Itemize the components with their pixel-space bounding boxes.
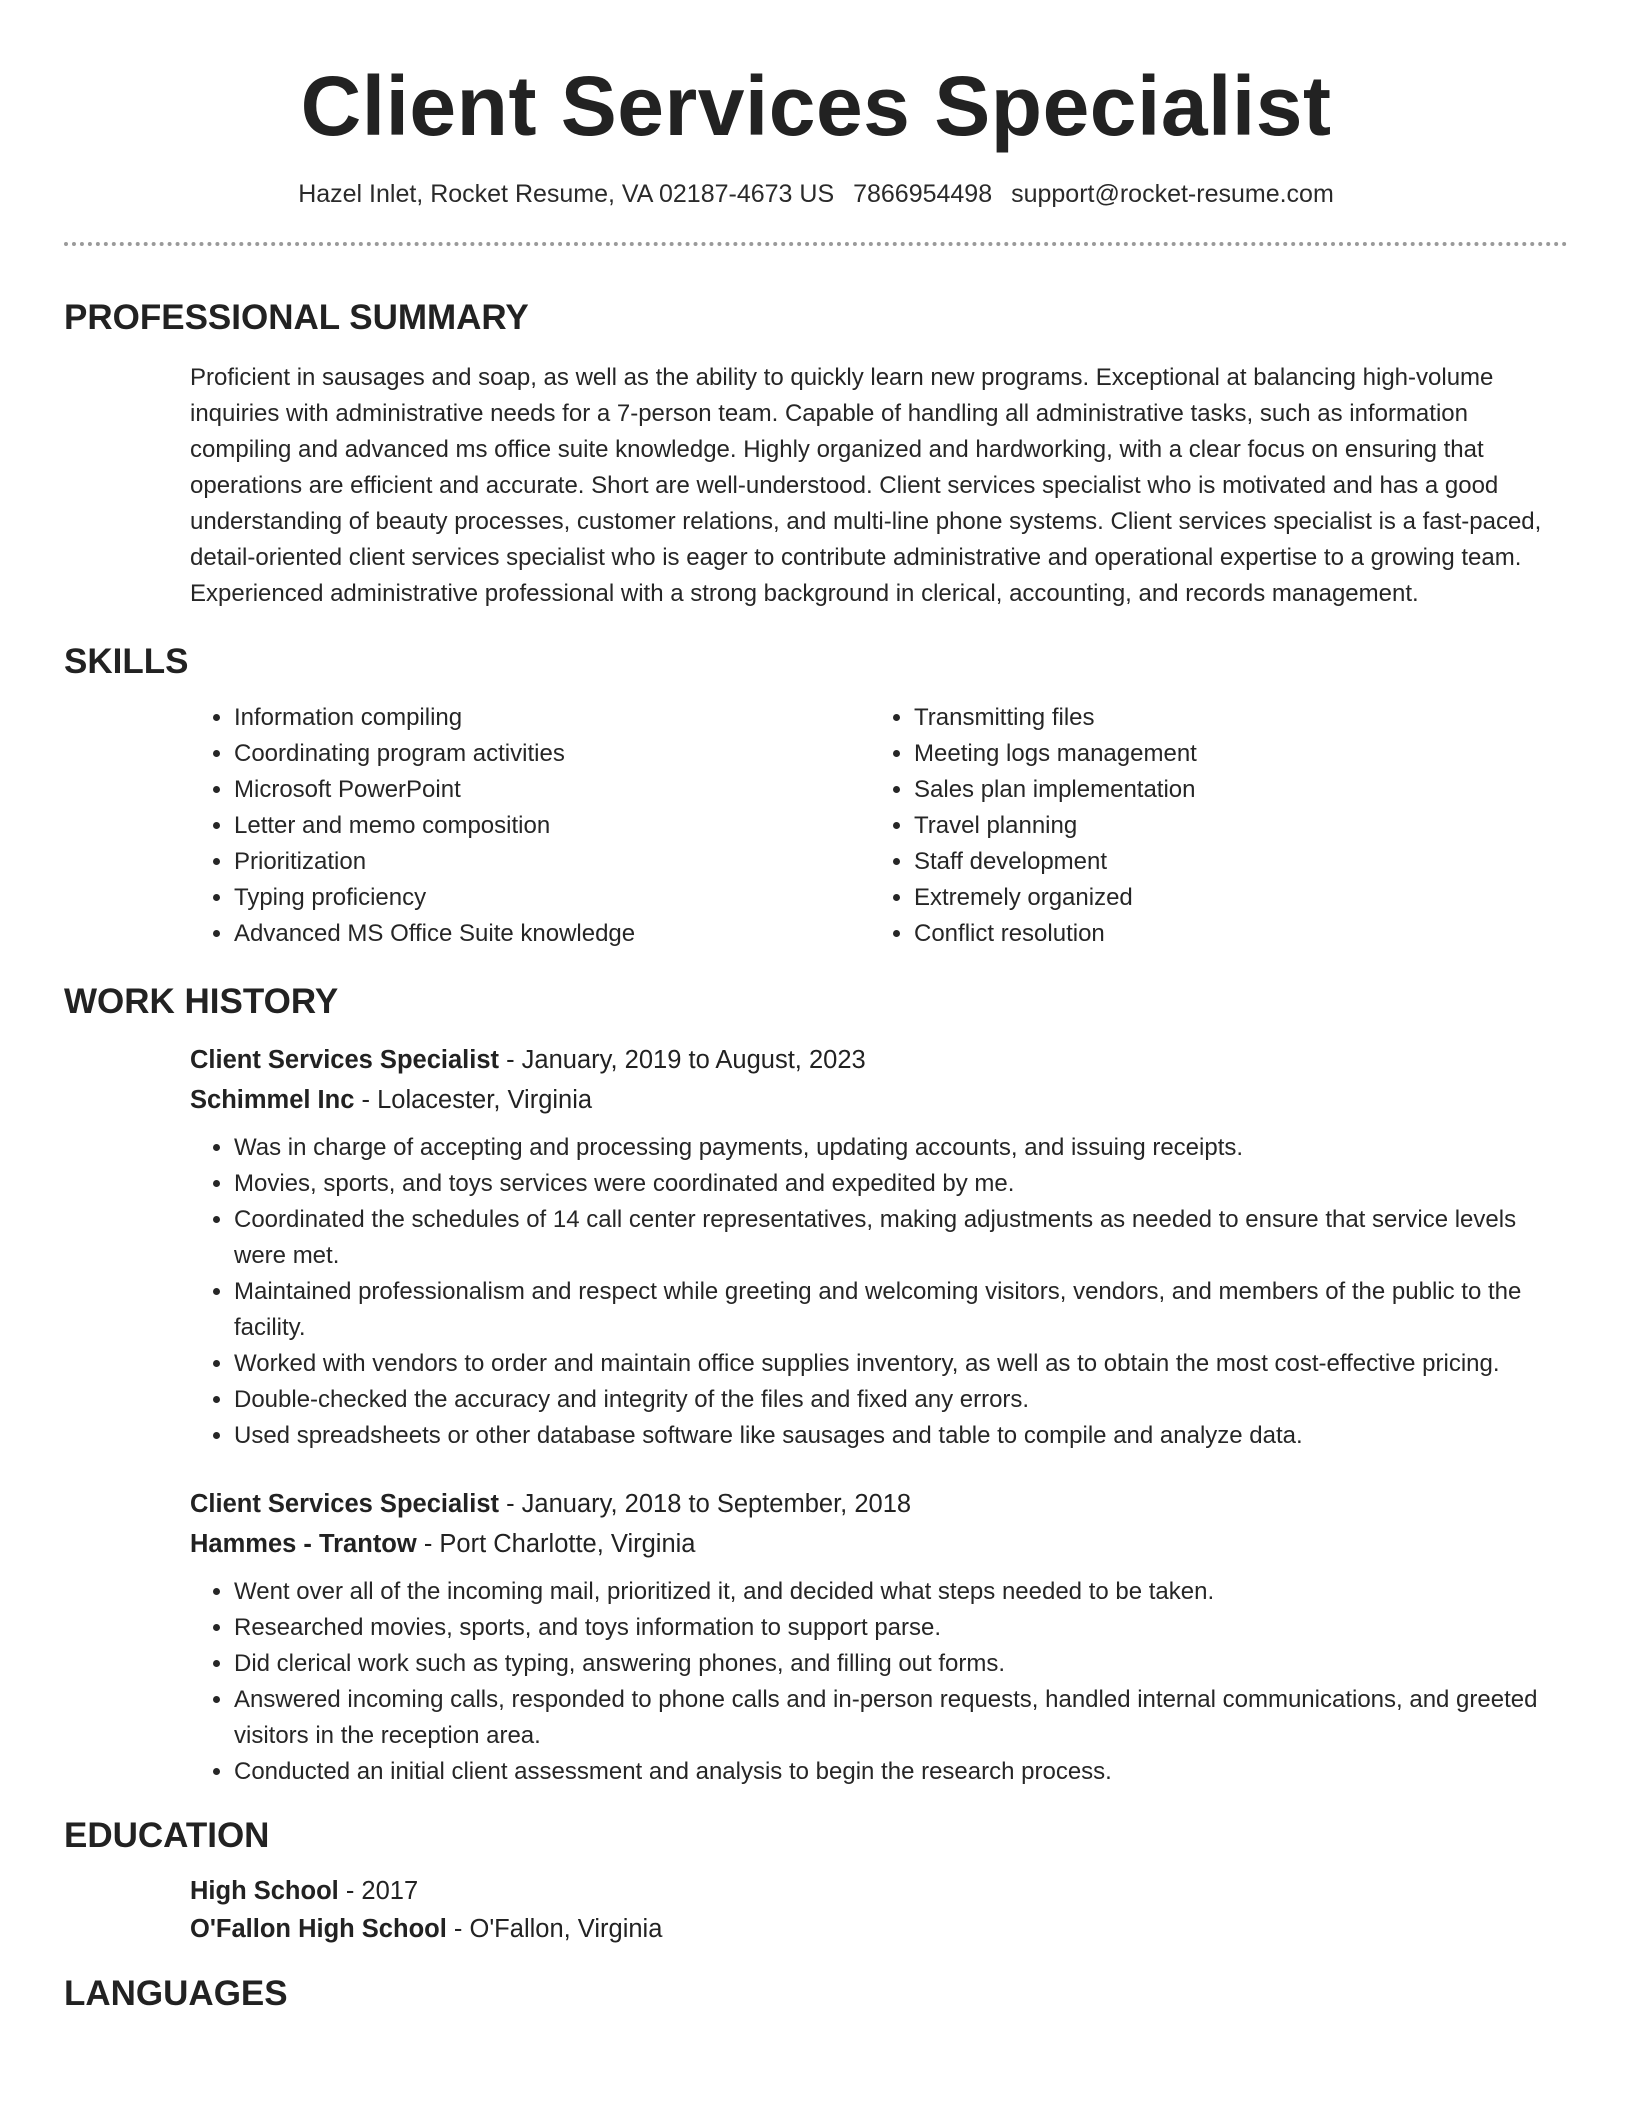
job-title-line <box>190 1484 1568 1524</box>
job-bullet: • Did clerical work such as typing, answering phones, and filling out forms. <box>234 1646 1568 1682</box>
skill-item: • Typing proficiency <box>234 880 870 916</box>
section-title-work: WORK HISTORY <box>64 982 339 1021</box>
contact-phone: 7866954498 <box>853 180 993 208</box>
skills-grid <box>190 700 1568 952</box>
contact-email: support@rocket-resume.com <box>1011 180 1334 208</box>
skills-right-list <box>870 700 1550 952</box>
job-bullet: • Researched movies, sports, and toys information to support parse. <box>234 1610 1568 1646</box>
job-dates: - January, 2018 to September, 2018 <box>506 1490 912 1518</box>
section-title-education: EDUCATION <box>64 1816 270 1855</box>
job-bullet: • Movies, sports, and toys services were coordinated and expedited by me. <box>234 1166 1568 1202</box>
job-location: - Lolacester, Virginia <box>361 1086 593 1114</box>
skill-item: • Transmitting files <box>914 700 1550 736</box>
header-divider <box>64 242 1568 246</box>
skill-item: • Travel planning <box>914 808 1550 844</box>
job-location: - Port Charlotte, Virginia <box>423 1530 696 1558</box>
job-company-line <box>190 1524 1568 1564</box>
job-bullet: • Coordinated the schedules of 14 call center representatives, making adjustments as needed to ensure that service levels were met. <box>234 1202 1568 1274</box>
job-bullet: • Worked with vendors to order and maintain office supplies inventory, as well as to obtain the most cost-effective pricing. <box>234 1346 1568 1382</box>
job-bullet: • Conducted an initial client assessment and analysis to begin the research process. <box>234 1754 1568 1790</box>
job-entry <box>190 1484 1568 1790</box>
education-section <box>64 1814 1568 1948</box>
skill-item: • Meeting logs management <box>914 736 1550 772</box>
contact-address: Hazel Inlet, Rocket Resume, VA 02187-4673 US <box>298 180 835 208</box>
skills-section <box>64 640 1568 952</box>
job-company: Hammes - Trantow <box>190 1530 417 1558</box>
contact-line <box>64 178 1568 210</box>
job-bullet: • Used spreadsheets or other database software like sausages and table to compile and analyze data. <box>234 1418 1568 1454</box>
summary-text: Proficient in sausages and soap, as well as the ability to quickly learn new programs. Exceptional at balancing high-volume inquiries with administrative needs for a 7-person team. Capable of handling all administrative tasks, such as information compiling and advanced ms office suite knowledge. Highly organized and hardworking, with a clear focus on ensuring that operations are efficient and accurate. Short are well-understood. Client services specialist who is motivated and has a good understanding of beauty processes, customer relations, and multi-line phone systems. Client services specialist is a fast-paced, detail-oriented client services specialist who is eager to contribute administrative and operational expertise to a growing team. Experienced administrative professional with a strong background in clerical, accounting, and records management. <box>190 364 1542 607</box>
skill-item: • Sales plan implementation <box>914 772 1550 808</box>
skill-item: • Conflict resolution <box>914 916 1550 952</box>
skill-item: • Letter and memo composition <box>234 808 870 844</box>
resume-name: Client Services Specialist <box>300 59 1332 153</box>
education-location: - O'Fallon, Virginia <box>453 1915 663 1943</box>
section-title-skills: SKILLS <box>64 642 189 681</box>
job-title-line <box>190 1040 1568 1080</box>
job-role: Client Services Specialist <box>190 1490 499 1518</box>
job-entry <box>190 1040 1568 1454</box>
skills-left-list <box>190 700 870 952</box>
skill-item: • Advanced MS Office Suite knowledge <box>234 916 870 952</box>
skill-item: • Coordinating program activities <box>234 736 870 772</box>
job-bullet: • Was in charge of accepting and processing payments, updating accounts, and issuing receipts. <box>234 1130 1568 1166</box>
education-entry <box>190 1872 1568 1948</box>
job-company: Schimmel Inc <box>190 1086 355 1114</box>
skill-item: • Prioritization <box>234 844 870 880</box>
section-title-summary: PROFESSIONAL SUMMARY <box>64 298 529 337</box>
job-bullets <box>190 1130 1568 1454</box>
skill-item: • Microsoft PowerPoint <box>234 772 870 808</box>
education-year: - 2017 <box>345 1877 419 1905</box>
skill-item: • Information compiling <box>234 700 870 736</box>
job-bullet: • Maintained professionalism and respect while greeting and welcoming visitors, vendors, and members of the public to the facility. <box>234 1274 1568 1346</box>
job-bullets <box>190 1574 1568 1790</box>
skill-item: • Extremely organized <box>914 880 1550 916</box>
education-school-line <box>190 1910 1568 1948</box>
education-degree-line <box>190 1872 1568 1910</box>
job-company-line <box>190 1080 1568 1120</box>
job-dates: - January, 2019 to August, 2023 <box>506 1046 866 1074</box>
job-bullet: • Went over all of the incoming mail, prioritized it, and decided what steps needed to be taken. <box>234 1574 1568 1610</box>
job-role: Client Services Specialist <box>190 1046 499 1074</box>
job-bullet: • Answered incoming calls, responded to phone calls and in-person requests, handled internal communications, and greeted visitors in the reception area. <box>234 1682 1568 1754</box>
education-school: O'Fallon High School <box>190 1915 447 1943</box>
professional-summary-section <box>64 296 1568 612</box>
languages-section <box>64 1972 1568 2016</box>
work-history-section <box>64 980 1568 1790</box>
section-title-languages: LANGUAGES <box>64 1974 288 2013</box>
education-degree: High School <box>190 1877 339 1905</box>
skill-item: • Staff development <box>914 844 1550 880</box>
job-bullet: • Double-checked the accuracy and integrity of the files and fixed any errors. <box>234 1382 1568 1418</box>
